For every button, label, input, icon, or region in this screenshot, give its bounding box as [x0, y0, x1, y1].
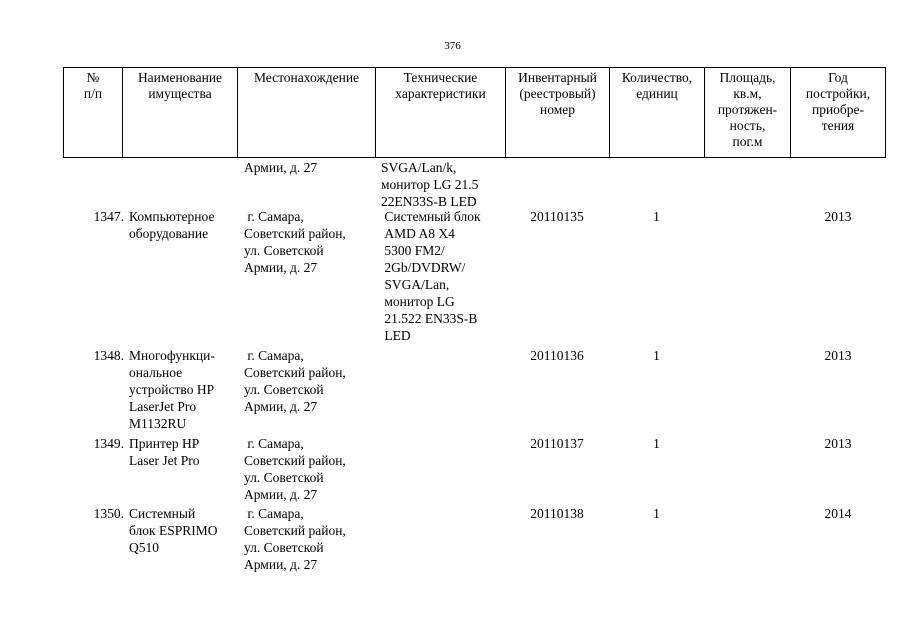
header-location: Местонахождение	[237, 68, 375, 157]
row-location: Армии, д. 27	[244, 160, 318, 175]
table-row	[63, 505, 886, 575]
header-quantity: Количество, единиц	[609, 68, 704, 157]
row-tech: SVGA/Lan/k, монитор LG 21.5 22EN33S-B LED	[381, 160, 479, 209]
header-num: № п/п	[63, 68, 122, 157]
row-year: 2014	[824, 506, 852, 521]
row-inventory: 20110137	[530, 436, 584, 451]
row-name: Системный блок ESPRIMO Q510	[129, 506, 218, 555]
table-row	[63, 158, 886, 208]
row-location: г. Самара, Советский район, ул. Советской Армии, д. 27	[244, 348, 346, 414]
row-inventory: 20110138	[530, 506, 584, 521]
row-tech: Системный блок AMD A8 X4 5300 FM2/ 2Gb/DVDRW/ SVGA/Lan, монитор LG 21.522 EN33S-B LED	[384, 209, 481, 343]
table-header	[63, 67, 886, 158]
row-location: г. Самара, Советский район, ул. Советской Армии, д. 27	[244, 436, 346, 502]
page-number: 376	[444, 40, 461, 52]
row-num: 1350.	[93, 506, 124, 521]
header-name: Наименование имущества	[122, 68, 237, 157]
row-location: г. Самара, Советский район, ул. Советской Армии, д. 27	[244, 209, 346, 275]
row-year: 2013	[824, 348, 852, 363]
row-name: Многофункци- ональное устройство HP LaserJet Pro M1132RU	[129, 348, 215, 431]
header-area: Площадь, кв.м, протяжен- ность, пог.м	[704, 68, 790, 157]
header-year: Год постройки, приобре- тения	[790, 68, 886, 157]
row-inventory: 20110135	[530, 209, 584, 224]
header-inventory: Инвентарный (реестровый) номер	[505, 68, 609, 157]
header-tech: Технические характеристики	[375, 68, 505, 157]
table-row	[63, 347, 886, 435]
row-year: 2013	[824, 436, 852, 451]
row-location: г. Самара, Советский район, ул. Советской Армии, д. 27	[244, 506, 346, 572]
row-inventory: 20110136	[530, 348, 584, 363]
row-name: Компьютерное оборудование	[129, 209, 215, 241]
row-num: 1347.	[93, 209, 124, 224]
row-quantity: 1	[653, 209, 660, 224]
table-row	[63, 208, 886, 347]
row-quantity: 1	[653, 348, 660, 363]
table-row	[63, 435, 886, 505]
row-quantity: 1	[653, 436, 660, 451]
row-year: 2013	[824, 209, 852, 224]
property-table	[63, 67, 886, 575]
row-num: 1349.	[93, 436, 124, 451]
row-quantity: 1	[653, 506, 660, 521]
row-num: 1348.	[93, 348, 124, 363]
row-name: Принтер HP Laser Jet Pro	[129, 436, 200, 468]
